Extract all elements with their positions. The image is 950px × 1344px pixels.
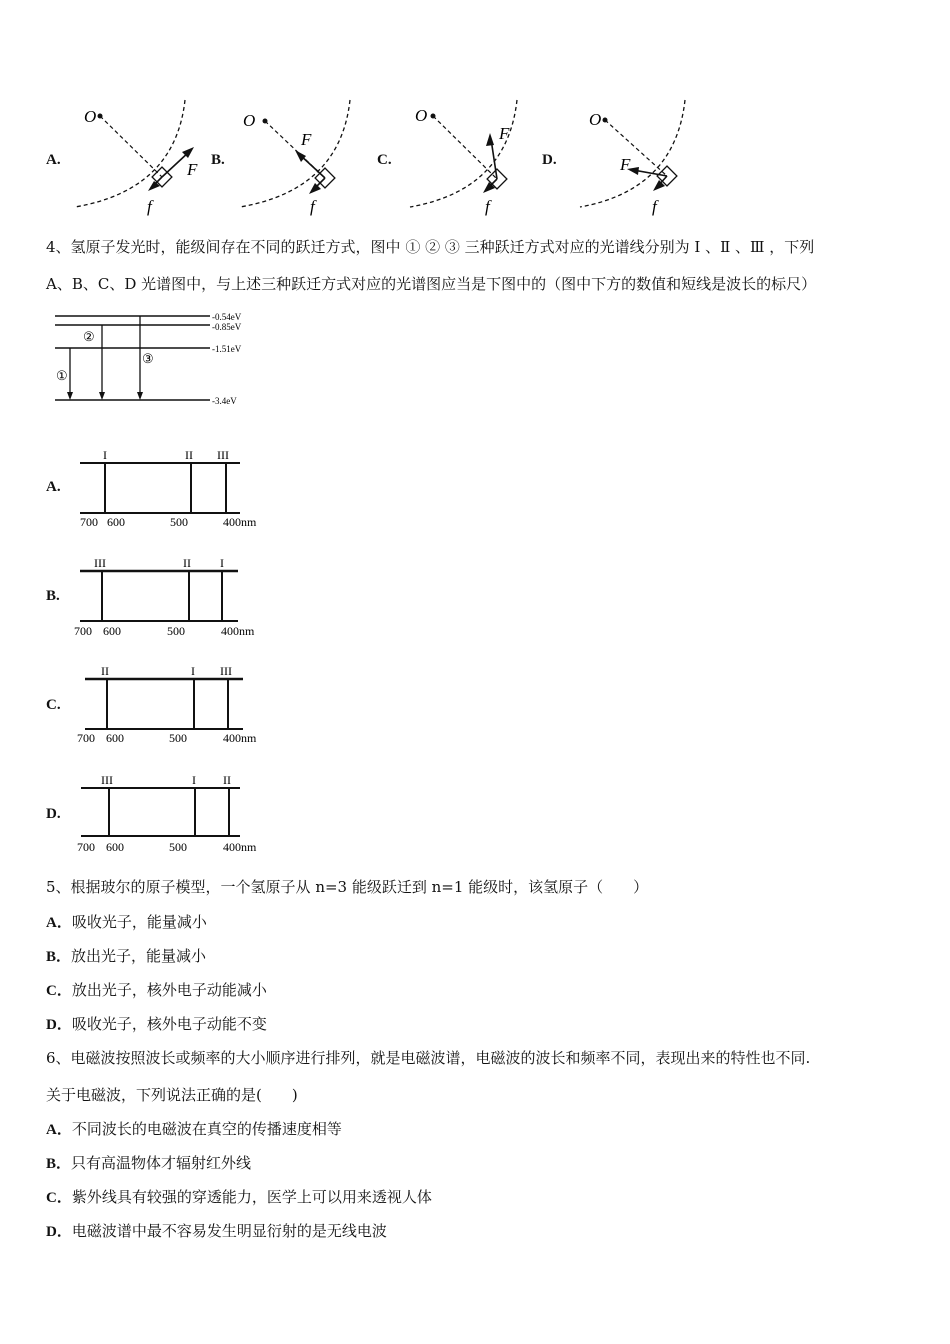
q3-option-b-label[interactable]: B. <box>211 152 225 168</box>
spectrum-c-line-2: I <box>191 664 195 678</box>
q3-option-c-label[interactable]: C. <box>377 152 392 168</box>
level-054: -0.54eV <box>212 312 242 322</box>
scale-500-c: 500 <box>169 731 187 745</box>
spectrum-b-line-3: I <box>220 556 224 570</box>
scale-700-b: 700 <box>74 624 92 638</box>
spectrum-c-line-1: II <box>101 664 109 678</box>
spectrum-a-line-3: III <box>217 448 229 462</box>
spectrum-a-line-1: I <box>103 448 107 462</box>
scale-700-c: 700 <box>77 731 95 745</box>
scale-400-c: 400nm <box>223 731 257 745</box>
scale-400: 400nm <box>223 515 257 529</box>
q5-option-c[interactable]: C．放出光子，核外电子动能减小 <box>46 981 267 999</box>
scale-700-d: 700 <box>77 840 95 854</box>
spectrum-c-line-3: III <box>220 664 232 678</box>
q3-d-friction-label: f <box>652 197 657 216</box>
q3-c-friction-label: f <box>485 197 490 216</box>
spectrum-a-line-2: II <box>185 448 193 462</box>
q6-stem-line-2: 关于电磁波，下列说法正确的是( ) <box>46 1086 298 1104</box>
scale-600: 600 <box>107 515 125 529</box>
spectrum-b <box>70 553 275 641</box>
q3-a-force-label: F <box>187 160 198 179</box>
scale-500-d: 500 <box>169 840 187 854</box>
q3-option-a-label[interactable]: A. <box>46 152 61 168</box>
spectrum-b-line-1: III <box>94 556 106 570</box>
q5-option-a[interactable]: A．吸收光子，能量减小 <box>46 913 207 931</box>
q3-option-a-diagram <box>70 95 200 220</box>
scale-600-d: 600 <box>106 840 124 854</box>
q3-option-d-diagram <box>575 95 705 220</box>
q3-b-center-label: O <box>243 111 256 130</box>
spectrum-d <box>73 770 273 858</box>
level-085: -0.85eV <box>212 322 242 332</box>
spectrum-d-label[interactable]: D. <box>46 806 61 822</box>
q6-option-d[interactable]: D．电磁波谱中最不容易发生明显衍射的是无线电波 <box>46 1222 387 1240</box>
scale-400-b: 400nm <box>221 624 255 638</box>
q6-option-a[interactable]: A．不同波长的电磁波在真空的传播速度相等 <box>46 1120 342 1138</box>
q3-b-friction-label: f <box>310 197 315 216</box>
q3-c-center-label: O <box>415 106 428 125</box>
q3-d-center-label: O <box>589 110 602 129</box>
scale-500: 500 <box>170 515 188 529</box>
spectrum-d-line-1: III <box>101 773 113 787</box>
spectrum-c <box>73 661 273 749</box>
q3-c-force-label: F <box>499 124 510 143</box>
q3-a-friction-label: f <box>147 197 152 216</box>
q5-option-d[interactable]: D．吸收光子，核外电子动能不变 <box>46 1015 267 1033</box>
q6-option-b[interactable]: B．只有高温物体才辐射红外线 <box>46 1154 252 1172</box>
q3-option-b-diagram <box>235 95 365 220</box>
transition-1-label: ① <box>56 368 68 383</box>
spectrum-d-line-3: II <box>223 773 231 787</box>
energy-level-diagram <box>50 308 270 408</box>
scale-600-c: 600 <box>106 731 124 745</box>
q3-option-c-diagram <box>405 95 535 220</box>
q6-stem-line-1: 6、电磁波按照波长或频率的大小顺序进行排列，就是电磁波谱，电磁波的波长和频率不同，表现出来的特性也不同. <box>46 1049 811 1067</box>
q3-a-center-label: O <box>84 107 97 126</box>
q5-stem: 5、根据玻尔的原子模型，一个氢原子从 n=3 能级跃迁到 n=1 能级时，该氢原子（ ） <box>46 878 649 896</box>
level-34: -3.4eV <box>212 396 237 406</box>
scale-500-b: 500 <box>167 624 185 638</box>
spectrum-a-label[interactable]: A. <box>46 479 61 495</box>
spectrum-c-label[interactable]: C. <box>46 697 61 713</box>
q3-b-force-label: F <box>301 130 312 149</box>
q4-stem-line-1: 4、氢原子发光时，能级间存在不同的跃迁方式，图中 ① ② ③ 三种跃迁方式对应的光谱线分别为 Ⅰ 、Ⅱ 、Ⅲ ，下列 <box>46 238 815 256</box>
spectrum-d-line-2: I <box>192 773 196 787</box>
q3-d-force-label: F <box>620 155 631 174</box>
scale-400-d: 400nm <box>223 840 257 854</box>
scale-600-b: 600 <box>103 624 121 638</box>
q4-stem-line-2: A、B、C、D 光谱图中，与上述三种跃迁方式对应的光谱图应当是下图中的（图中下方的数值和短线是波长的标尺） <box>46 275 817 293</box>
spectrum-b-line-2: II <box>183 556 191 570</box>
q5-option-b[interactable]: B．放出光子，能量减小 <box>46 947 207 965</box>
level-151: -1.51eV <box>212 344 242 354</box>
spectrum-a <box>75 445 275 530</box>
transition-2-label: ② <box>83 329 95 344</box>
scale-700: 700 <box>80 515 98 529</box>
transition-3-label: ③ <box>142 351 154 366</box>
spectrum-b-label[interactable]: B. <box>46 588 60 604</box>
q3-option-d-label[interactable]: D. <box>542 152 557 168</box>
q6-option-c[interactable]: C．紫外线具有较强的穿透能力，医学上可以用来透视人体 <box>46 1188 432 1206</box>
